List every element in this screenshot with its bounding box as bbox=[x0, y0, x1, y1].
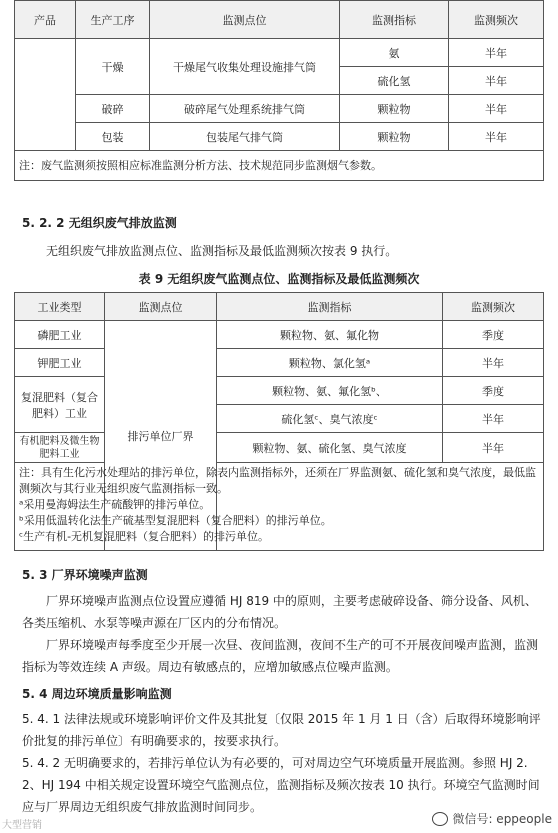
col-header-industry: 工业类型 bbox=[15, 293, 105, 321]
table-cell-frequency: 季度 bbox=[443, 377, 544, 405]
section-paragraph: 厂界环境噪声每季度至少开展一次昼、夜间监测，夜间不生产的可不开展夜间噪声监测，监测指标为等效连续 A 声级。周边有敏感点的，应增加敏感点位噪声监测。 bbox=[22, 638, 539, 674]
section-heading-5-3: 5. 3 厂界环境噪声监测 bbox=[22, 568, 148, 582]
table-note-c: ᶜ生产有机-无机复混肥料（复合肥料）的排污单位。 bbox=[19, 530, 270, 543]
watermark-right-text: 微信号: eppeople bbox=[452, 812, 552, 826]
table-cell-index: 颗粒物、氨、硫化氢、臭气浓度 bbox=[217, 433, 443, 463]
table-cell-process: 包装 bbox=[76, 123, 150, 151]
table-cell-industry: 磷肥工业 bbox=[15, 321, 105, 349]
table-cell-frequency: 半年 bbox=[449, 39, 544, 67]
table-cell-frequency: 半年 bbox=[449, 95, 544, 123]
table-cell-index: 硫化氢ᶜ、臭气浓度ᶜ bbox=[217, 405, 443, 433]
col-header-index: 监测指标 bbox=[217, 293, 443, 321]
col-header-index: 监测指标 bbox=[340, 1, 449, 39]
section-paragraph: 厂界环境噪声监测点位设置应遵循 HJ 819 中的原则，主要考虑破碎设备、筛分设备、风机、各类压缩机、水泵等噪声源在厂区内的分布情况。 bbox=[22, 594, 537, 630]
col-header-product: 产品 bbox=[15, 1, 76, 39]
table-cell-index: 颗粒物、氨、氟化物 bbox=[217, 321, 443, 349]
table-note-main: 注：具有生化污水处理站的排污单位，除表内监测指标外，还须在厂界监测氨、硫化氢和臭气浓度，最低监测频次与其行业无组织废气监测指标一致。 bbox=[19, 466, 536, 495]
col-header-frequency: 监测频次 bbox=[449, 1, 544, 39]
section-paragraph: 无组织废气排放监测点位、监测指标及最低监测频次按表 9 执行。 bbox=[46, 244, 398, 258]
watermark-left: 大型营销 bbox=[2, 820, 42, 831]
table-cell-point: 包装尾气排气筒 bbox=[150, 123, 340, 151]
table-cell-industry: 有机肥料及微生物肥料工业 bbox=[15, 433, 105, 463]
table-cell-process: 干燥 bbox=[76, 39, 150, 95]
table-cell-industry: 钾肥工业 bbox=[15, 349, 105, 377]
table-9-caption: 表 9 无组织废气监测点位、监测指标及最低监测频次 bbox=[138, 272, 420, 286]
table-cell-frequency: 半年 bbox=[449, 123, 544, 151]
col-header-point: 监测点位 bbox=[105, 293, 217, 321]
section-heading-5-2-2: 5. 2. 2 无组织废气排放监测 bbox=[22, 216, 177, 230]
table-note-a: ᵃ采用曼海姆法生产硫酸钾的排污单位。 bbox=[19, 498, 211, 511]
monitoring-table-top bbox=[14, 0, 544, 181]
section-paragraph: 5. 4. 1 法律法规或环境影响评价文件及其批复〔仅限 2015 年 1 月 1 日（含）后取得环境影响评价批复的排污单位〕有明确要求的，按要求执行。 bbox=[22, 712, 541, 748]
table-cell-frequency: 半年 bbox=[449, 67, 544, 95]
col-header-point: 监测点位 bbox=[150, 1, 340, 39]
monitoring-table-9 bbox=[14, 292, 544, 551]
col-header-process: 生产工序 bbox=[76, 1, 150, 39]
table-cell-industry: 复混肥料（复合肥料）工业 bbox=[15, 377, 105, 433]
table-cell-process: 破碎 bbox=[76, 95, 150, 123]
table-cell-index: 颗粒物 bbox=[340, 95, 449, 123]
table-cell-index: 颗粒物 bbox=[340, 123, 449, 151]
table-note-b: ᵇ采用低温转化法生产硫基型复混肥料（复合肥料）的排污单位。 bbox=[19, 514, 332, 527]
col-header-frequency: 监测频次 bbox=[443, 293, 544, 321]
table-cell-frequency: 季度 bbox=[443, 321, 544, 349]
table-cell-point: 破碎尾气处理系统排气筒 bbox=[150, 95, 340, 123]
wechat-icon bbox=[432, 812, 448, 826]
table-note bbox=[15, 463, 544, 551]
table-cell-frequency: 半年 bbox=[443, 433, 544, 463]
table-cell-point: 排污单位厂界 bbox=[105, 321, 217, 551]
section-paragraph: 5. 4. 2 无明确要求的，若排污单位认为有必要的，可对周边空气环境质量开展监测。参照 HJ 2. 2、HJ 194 中相关规定设置环境空气监测点位，监测指标及频次按表 10 执行。环境空气监测时间应与厂界周边无组织废气排放监测时间同步。 bbox=[22, 756, 540, 814]
section-heading-5-4: 5. 4 周边环境质量影响监测 bbox=[22, 687, 172, 701]
table-cell-index: 颗粒物、氯化氢ᵃ bbox=[217, 349, 443, 377]
table-cell-index: 氨 bbox=[340, 39, 449, 67]
table-cell-frequency: 半年 bbox=[443, 349, 544, 377]
product-cell bbox=[15, 39, 76, 151]
table-cell-frequency: 半年 bbox=[443, 405, 544, 433]
table-cell-index: 颗粒物、氨、氟化氢ᵇ、 bbox=[217, 377, 443, 405]
watermark-right bbox=[432, 810, 552, 827]
table-note: 注：废气监测须按照相应标准监测分析方法、技术规范同步监测烟气参数。 bbox=[15, 151, 544, 181]
table-cell-point: 干燥尾气收集处理设施排气筒 bbox=[150, 39, 340, 95]
table-cell-index: 硫化氢 bbox=[340, 67, 449, 95]
